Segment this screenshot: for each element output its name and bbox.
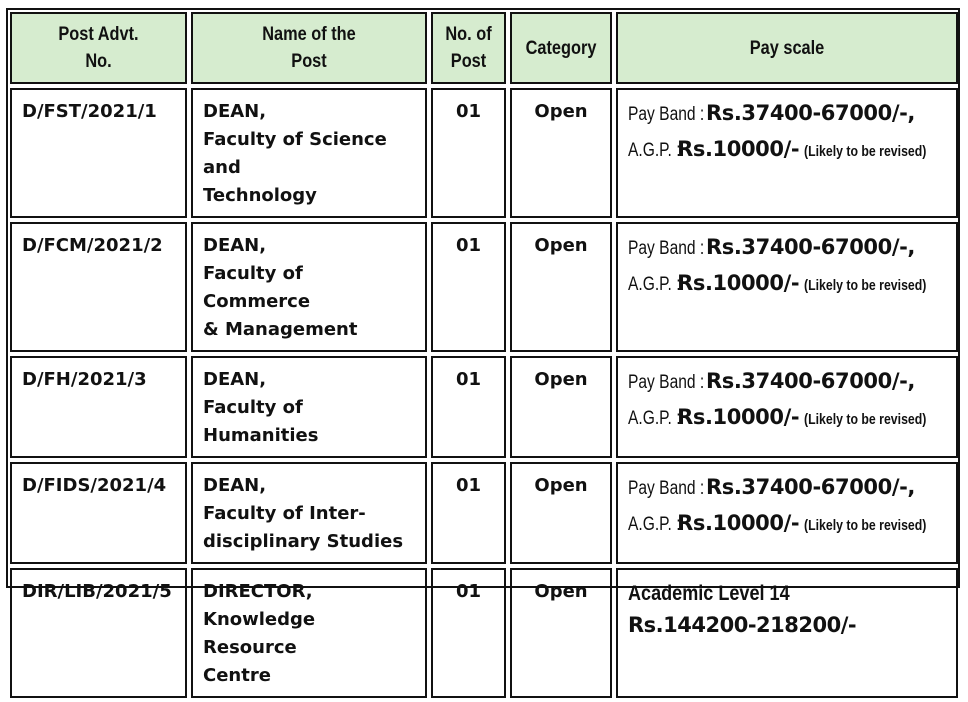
header-post-advt-no: Post Advt. No.	[10, 12, 187, 84]
pay-band-line: Pay Band : Rs.37400-67000/-,	[628, 235, 916, 259]
post-name-cell	[191, 568, 427, 698]
post-name-line: DEAN,	[203, 235, 267, 256]
post-name-line: DEAN,	[203, 369, 267, 390]
post-name-line: Faculty of Science and	[203, 129, 387, 178]
academic-level: Academic Level 14	[628, 582, 790, 605]
post-count-cell: 01	[431, 222, 506, 352]
post-name-line: Centre	[203, 665, 271, 686]
post-name-line: Faculty of Inter-	[203, 503, 366, 524]
post-count-cell: 01	[431, 356, 506, 458]
post-name-line: Knowledge Resource	[203, 609, 316, 658]
post-name-cell	[191, 462, 427, 564]
posts-table	[6, 8, 962, 702]
post-count-cell: 01	[431, 568, 506, 698]
post-name-line: Faculty of Humanities	[203, 397, 319, 446]
pay-scale-cell	[616, 462, 958, 564]
post-name-line: DEAN,	[203, 475, 267, 496]
post-name-line: Technology	[203, 185, 317, 206]
table-row	[10, 88, 958, 218]
post-name-line: DEAN,	[203, 101, 267, 122]
table-row	[10, 568, 958, 698]
advt-no-cell: D/FST/2021/1	[10, 88, 187, 218]
header-pay-scale: Pay scale	[616, 12, 958, 84]
agp-line: A.G.P. : Rs.10000/- (Likely to be revised)	[628, 511, 927, 535]
post-name-line: & Management	[203, 319, 358, 340]
category-cell: Open	[510, 222, 612, 352]
header-row	[10, 12, 958, 84]
pay-scale-cell	[616, 88, 958, 218]
pay-band-line: Pay Band : Rs.37400-67000/-,	[628, 369, 916, 393]
table-row	[10, 462, 958, 564]
post-count-cell: 01	[431, 462, 506, 564]
table-row	[10, 356, 958, 458]
pay-scale-cell	[616, 356, 958, 458]
table-row	[10, 222, 958, 352]
academic-amount: Rs.144200-218200/-	[628, 613, 857, 637]
agp-line: A.G.P. : Rs.10000/- (Likely to be revised)	[628, 137, 927, 161]
header-no-of-post: No. of Post	[431, 12, 506, 84]
pay-scale-cell	[616, 568, 958, 698]
agp-line: A.G.P. : Rs.10000/- (Likely to be revised)	[628, 405, 927, 429]
post-name-line: disciplinary Studies	[203, 531, 404, 552]
category-cell: Open	[510, 88, 612, 218]
category-cell: Open	[510, 462, 612, 564]
advt-no-cell: DIR/LIB/2021/5	[10, 568, 187, 698]
post-name-cell	[191, 88, 427, 218]
post-name-cell	[191, 222, 427, 352]
advt-no-cell: D/FCM/2021/2	[10, 222, 187, 352]
post-name-line: Faculty of Commerce	[203, 263, 311, 312]
pay-band-line: Pay Band : Rs.37400-67000/-,	[628, 101, 916, 125]
pay-scale-cell	[616, 222, 958, 352]
advt-no-cell: D/FH/2021/3	[10, 356, 187, 458]
category-cell: Open	[510, 356, 612, 458]
agp-line: A.G.P. : Rs.10000/- (Likely to be revised)	[628, 271, 927, 295]
pay-band-line: Pay Band : Rs.37400-67000/-,	[628, 475, 916, 499]
header-name-of-post: Name of the Post	[191, 12, 427, 84]
post-count-cell: 01	[431, 88, 506, 218]
post-name-line: DIRECTOR,	[203, 581, 313, 602]
header-category: Category	[510, 12, 612, 84]
advt-no-cell: D/FIDS/2021/4	[10, 462, 187, 564]
category-cell: Open	[510, 568, 612, 698]
post-name-cell	[191, 356, 427, 458]
